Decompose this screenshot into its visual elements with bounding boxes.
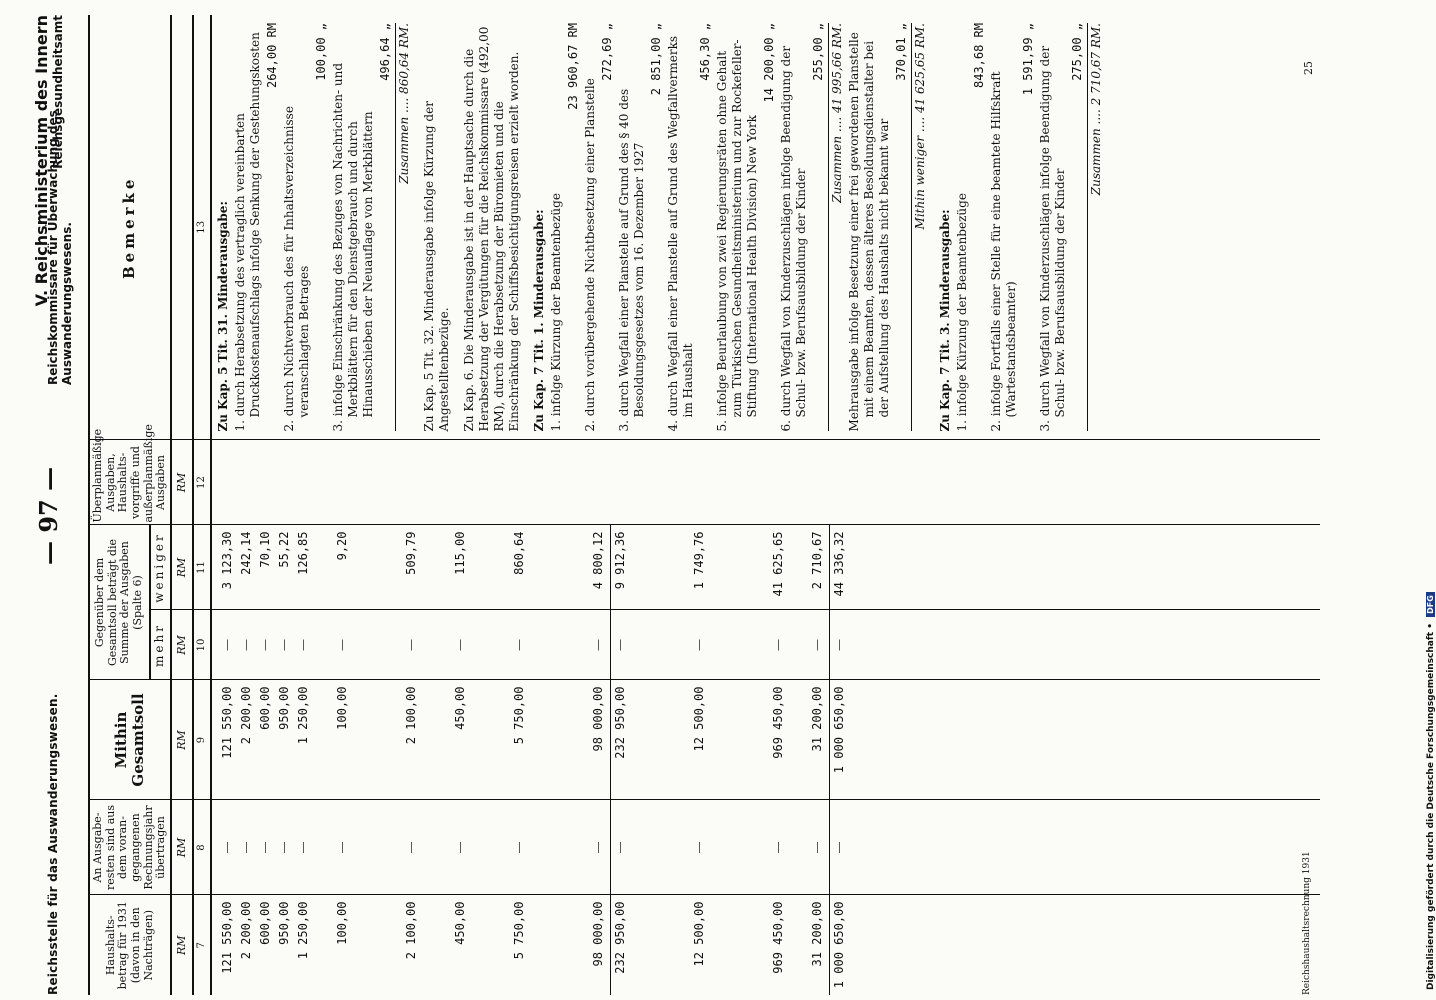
remark-sum: Zusammen .... 41 995,66 RM. [828,23,845,432]
remark-item: 2. durch Nichtverbrauch des für Inhaltsverzeichnisse veranschlagten Betrages [281,106,311,432]
header-col9: Mithin Gesamtsoll [89,680,171,800]
unit-13 [171,15,193,440]
col7-subtitle: (davon in den Nachträgen) [128,907,155,984]
colnum-11: 11 [193,525,211,610]
col11-row: 1 749,76 [691,531,706,590]
colnum-9: 9 [193,680,211,800]
col11-row: 115,00 [452,531,467,575]
remark-amount: 370,01 „ [893,23,908,81]
remark-item: 3. infolge Einschränkung des Bezuges von Nachrichten- und Merkblättern für den Dienstgebrauch und durch Hinausschieben der Neuauflage von Merkblättern [330,62,375,432]
dfg-logo: DFG [1426,592,1435,617]
unit-8: RM [171,800,193,895]
col9-row: 2 200,00 [238,686,253,745]
remark-item: 4. durch Wegfall einer Planstelle auf Grund des Wegfallvermerks im Haushalt [665,35,695,432]
header-col12: Überplanmäßige Ausgaben, Haushalts- vorgriffe und außerplanmäßige Ausgaben [89,440,171,525]
header-col13: Bemerke [89,15,171,440]
remark-amount: 1 591,99 „ [1020,23,1035,96]
remark-title: Zu Kap. 7 Tit. 3. Minderausgabe: [937,209,952,432]
col11-row: 2 710,67 [809,531,824,590]
remark-item: 5. infolge Beurlaubung von zwei Regierungsräten ohne Gehalt zum Türkischen Gesundheitsministerium und zur Rockefeller-Stiftung (International Health Division) New York [714,39,759,432]
col7-row: 450,00 [452,901,467,945]
colnum-12: 12 [193,440,211,525]
col10-values: — — — — — — — — — — — — — — — [211,610,1320,680]
remark-kap7-tit3 [938,23,1104,432]
page-number: — 97 — [34,466,63,565]
col7-row: 5 750,00 [511,901,526,960]
col9-row: 5 750,00 [511,686,526,745]
col11-row: 860,64 [511,531,526,575]
col9-row: 12 500,00 [691,686,706,752]
header-col8: An Ausgabe- resten sind aus dem voran- gegangenen Rechnungsjahr übertragen [89,800,171,895]
remark-net: Mithin weniger .... 41 625,65 RM. [911,23,928,432]
col11-row: 4 800,12 [590,531,605,590]
budget-table [88,15,1320,995]
colnum-10: 10 [193,610,211,680]
unit-10: RM [171,610,193,680]
col9-row: 98 000,00 [590,686,605,752]
col11-row: 70,10 [257,531,272,568]
group-subtitle: (Spalte 6) [130,575,144,630]
col9-row: 600,00 [257,686,272,730]
remark-item: 3. durch Wegfall einer Planstelle auf Grund des § 40 des Besoldungsgesetzes vom 16. Dezember 1927 [616,88,646,432]
remark-item: 1. infolge Kürzung der Beamtenbezüge [954,193,969,432]
header-left: Reichsstelle für das Auswanderungswesen. [46,693,60,995]
remark-amount: 255,00 „ [810,23,825,81]
col7-row: 121 550,00 [219,901,234,974]
col9-total: 1 000 650,00 [831,686,846,774]
header-middle: Reichskommissare für Überwachung des Auswanderungswesens. [46,110,74,385]
col11-values [211,525,1320,610]
remark-item: 2. infolge Fortfalls einer Stelle für eine beamtete Hilfskraft (Wartestandsbeamter) [988,71,1018,432]
col7-row: 31 200,00 [809,901,824,967]
colnum-7: 7 [193,895,211,995]
remark-amount: 496,64 „ [377,23,392,81]
col7-row: 100,00 [334,901,349,945]
col9-row: 450,00 [452,686,467,730]
col7-row: 1 250,00 [295,901,310,960]
colnum-13: 13 [193,15,211,440]
col9-row: 31 200,00 [809,686,824,752]
col9-row: 232 950,00 [612,686,627,759]
col9-row: 1 250,00 [295,686,310,745]
col9-row: 969 450,00 [770,686,785,759]
group-title: Gegenüber dem Gesamtsoll beträgt die Summe der Ausgaben [93,539,132,666]
remark-item: 6. durch Wegfall von Kinderzuschlägen infolge Beendigung der Schul- bzw. Berufsausbildung der Kinder [778,45,808,432]
remark-item: 1. infolge Kürzung der Beamtenbezüge [548,193,563,432]
header-right [32,15,65,306]
dfg-credit-text: Digitalisierung gefördert durch die Deutsche Forschungsgemeinschaft • [1426,623,1436,990]
col11-row: 9 912,36 [612,531,627,590]
col11-row: 509,79 [403,531,418,575]
remark-amount: 23 960,67 RM [565,23,580,110]
col7-row: 969 450,00 [770,901,785,974]
col11-row: 55,22 [276,531,291,568]
col7-title: Haushalts- betrag für 1931 [103,901,130,990]
remark-amount: 2 851,00 „ [648,23,663,96]
col7-row: 2 100,00 [403,901,418,960]
col11-row: 126,85 [295,531,310,575]
footer-page-number: 25 [1302,61,1315,75]
header-col10: mehr [150,610,171,680]
remark-item: 1. durch Herabsetzung des vertraglich vereinbarten Druckkostenaufschlags infolge Senkung der Gestehungskosten [232,32,262,432]
header-col7 [89,895,171,995]
unit-7: RM [171,895,193,995]
col9-row: 950,00 [276,686,291,730]
remark-kap6: Zu Kap. 6. Die Minderausgabe ist in der Hauptsache durch die Herabsetzung der Vergütungen für die Reichskommissare (492,00 RM), durch die Herabsetzung der Büromieten und die Einschränkung der Schiffsbesichtigungsreisen erzielt worden. [461,26,521,432]
remark-title: Zu Kap. 7 Tit. 1. Minderausgabe: [531,209,546,432]
col7-values [211,895,1320,995]
page-header [32,15,74,995]
col7-row: 600,00 [257,901,272,945]
remark-title: Zu Kap. 5 Tit. 31. Minderausgabe: [215,201,230,432]
remark-kap7-tit1 [532,23,928,432]
remark-amount: 456,30 „ [697,23,712,81]
col9-row: 100,00 [334,686,349,730]
footer-source: Reichshaushaltsrechnung 1931 [1302,851,1312,995]
col8-values: — — — — — — — — — — — — — — — [211,800,1320,895]
remark-item: 2. durch vorübergehende Nichtbesetzung einer Planstelle [582,78,597,432]
dfg-credit [1426,592,1436,990]
col7-row: 950,00 [276,901,291,945]
col7-row: 12 500,00 [691,901,706,967]
col9-row: 121 550,00 [219,686,234,759]
col7-row: 98 000,00 [590,901,605,967]
remark-sum: Zusammen .... 860,64 RM. [395,23,412,432]
col7-row: 232 950,00 [612,901,627,974]
colnum-8: 8 [193,800,211,895]
header-group [89,525,150,680]
col11-row: 3 123,30 [219,531,234,590]
rotated-page [32,15,1320,995]
header-col11: weniger [150,525,171,610]
col9-values [211,680,1320,800]
remark-sum: Zusammen .... 2 710,67 RM. [1087,23,1104,432]
ministry-title: V. Reichsministerium des Innern [32,15,51,307]
remark-amount: 275,00 „ [1069,23,1084,81]
remarks-column [211,15,1320,440]
remark-amount: 843,68 RM [971,23,986,89]
remark-kap5-tit31 [216,23,412,432]
remark-kap5-tit32: Zu Kap. 5 Tit. 32. Minderausgabe infolge Kürzung der Angestelltenbezüge. [421,101,451,432]
unit-11: RM [171,525,193,610]
col9-row: 2 100,00 [403,686,418,745]
remark-amount: 100,00 „ [313,23,328,81]
col11-row: 242,14 [238,531,253,575]
col7-row: 2 200,00 [238,901,253,960]
col12-values [211,440,1320,525]
office-title: Reichsgesundheitsamt [51,15,65,169]
unit-9: RM [171,680,193,800]
remark-amount: 264,00 RM [264,23,279,89]
remark-item: 3. durch Wegfall von Kinderzuschlägen infolge Beendigung der Schul- bzw. Berufsausbildung der Kinder [1037,45,1067,432]
col11-total: 44 336,32 [831,531,846,597]
col11-row: 41 625,65 [770,531,785,597]
col11-row: 9,20 [334,531,349,561]
unit-12: RM [171,440,193,525]
remark-amount: 14 200,00 „ [761,23,776,103]
remark-amount: 272,69 „ [599,23,614,81]
remark-item: Mehrausgabe infolge Besetzung einer frei gewordenen Planstelle mit einem Beamten, dessen älteres Besoldungsdienstalter bei der Aufstellung des Haushalts nicht bekannt war [846,32,891,432]
col7-total: 1 000 650,00 [831,901,846,989]
